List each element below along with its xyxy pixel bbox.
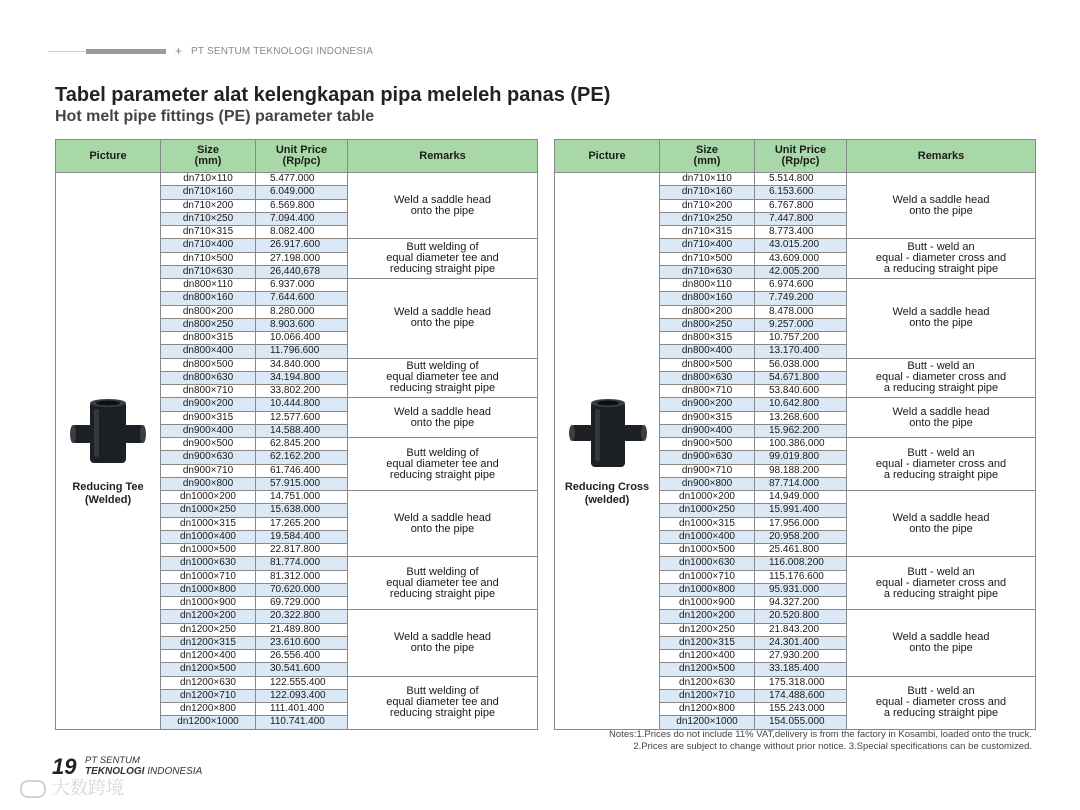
size-cell: dn1200×200 — [660, 610, 755, 623]
price-cell: 8.478.000 — [755, 305, 847, 318]
size-cell: dn800×200 — [660, 305, 755, 318]
size-cell: dn1000×250 — [161, 504, 256, 517]
size-cell: dn800×315 — [161, 332, 256, 345]
header-company-name: PT SENTUM TEKNOLOGI INDONESIA — [191, 46, 374, 57]
header-bar — [86, 49, 166, 54]
table-row — [56, 173, 538, 186]
header-remarks: Remarks — [348, 140, 538, 173]
size-cell: dn1000×900 — [660, 597, 755, 610]
header-size — [161, 140, 256, 173]
price-cell: 20.322.800 — [256, 610, 348, 623]
price-cell: 122.555.400 — [256, 676, 348, 689]
remark-cell — [348, 610, 538, 676]
page-subtitle: Hot melt pipe fittings (PE) parameter table — [55, 108, 375, 125]
size-cell: dn1000×800 — [161, 583, 256, 596]
size-cell: dn1200×710 — [660, 689, 755, 702]
remark-cell — [348, 173, 538, 239]
size-cell: dn900×500 — [660, 438, 755, 451]
remark-cell — [847, 491, 1036, 557]
size-cell: dn1200×630 — [660, 676, 755, 689]
price-notes — [609, 729, 1032, 753]
price-cell: 30.541.600 — [256, 663, 348, 676]
price-cell: 23.610.600 — [256, 636, 348, 649]
size-cell: dn1200×800 — [660, 703, 755, 716]
remark-line: equal - diameter cross and — [875, 371, 1007, 384]
notes-line-1: Notes:1.Prices do not include 11% VAT,delivery is from the factory in Kosambi, loaded onto the truck. — [609, 729, 1032, 740]
remark-line: equal - diameter cross and — [875, 576, 1007, 589]
remark-line: Weld a saddle head — [393, 511, 492, 524]
price-cell: 54.671.800 — [755, 371, 847, 384]
size-cell: dn710×250 — [660, 212, 755, 225]
size-cell: dn1000×800 — [660, 583, 755, 596]
remark-cell — [348, 398, 538, 438]
header-size-line1: Size — [196, 144, 219, 156]
size-cell: dn710×500 — [161, 252, 256, 265]
remark-line: Weld a saddle head — [393, 405, 492, 418]
price-cell: 87.714.000 — [755, 477, 847, 490]
price-cell: 81.774.000 — [256, 557, 348, 570]
size-cell: dn800×250 — [161, 318, 256, 331]
size-cell: dn1200×315 — [161, 636, 256, 649]
size-cell: dn710×200 — [161, 199, 256, 212]
remark-line: equal - diameter cross and — [875, 252, 1007, 265]
price-cell: 6.767.800 — [755, 199, 847, 212]
notes-line-2: 2.Prices are subject to change without prior notice. 3.Special specifications can be customized. — [633, 741, 1032, 752]
size-cell: dn1000×200 — [660, 491, 755, 504]
remark-cell — [348, 676, 538, 729]
remark-line: Butt welding of — [406, 565, 479, 578]
size-cell: dn710×250 — [161, 212, 256, 225]
header-price-line2: (Rp/pc) — [282, 155, 321, 167]
price-cell: 53.840.600 — [755, 385, 847, 398]
table-header-row — [555, 140, 1036, 173]
price-cell: 100.386.000 — [755, 438, 847, 451]
size-cell: dn1200×250 — [660, 623, 755, 636]
price-cell: 17.956.000 — [755, 517, 847, 530]
remark-line: Butt welding of — [406, 241, 479, 254]
price-cell: 94.327.200 — [755, 597, 847, 610]
price-cell: 61.746.400 — [256, 464, 348, 477]
price-cell: 21.843.200 — [755, 623, 847, 636]
remark-line: onto the pipe — [410, 522, 475, 535]
page-title: Tabel parameter alat kelengkapan pipa meleleh panas (PE) — [55, 84, 611, 106]
remark-line: Weld a saddle head — [393, 630, 492, 643]
price-cell: 13.268.600 — [755, 411, 847, 424]
price-cell: 6.049.000 — [256, 186, 348, 199]
size-cell: dn900×400 — [660, 424, 755, 437]
remark-line: equal diameter tee and — [386, 457, 499, 470]
price-cell: 110.741.400 — [256, 716, 348, 729]
remark-line: reducing straight pipe — [389, 382, 496, 395]
remark-line: a reducing straight pipe — [883, 382, 999, 395]
size-cell: dn900×315 — [161, 411, 256, 424]
price-cell: 14.751.000 — [256, 491, 348, 504]
price-cell: 111.401.400 — [256, 703, 348, 716]
size-cell: dn1200×1000 — [161, 716, 256, 729]
price-cell: 12.577.600 — [256, 411, 348, 424]
size-cell: dn1000×630 — [161, 557, 256, 570]
price-cell: 8.082.400 — [256, 226, 348, 239]
size-cell: dn1000×900 — [161, 597, 256, 610]
size-cell: dn710×160 — [161, 186, 256, 199]
size-cell: dn800×500 — [660, 358, 755, 371]
size-cell: dn710×400 — [660, 239, 755, 252]
size-cell: dn1200×500 — [161, 663, 256, 676]
price-cell: 5.477.000 — [256, 173, 348, 186]
size-cell: dn800×160 — [660, 292, 755, 305]
remark-line: Weld a saddle head — [393, 306, 492, 319]
watermark — [20, 774, 124, 800]
price-cell: 154.055.000 — [755, 716, 847, 729]
remark-line: onto the pipe — [909, 416, 973, 429]
remark-cell — [348, 438, 538, 491]
size-cell: dn900×800 — [660, 477, 755, 490]
price-cell: 43.609.000 — [755, 252, 847, 265]
remark-line: onto the pipe — [909, 522, 973, 535]
size-cell: dn1200×1000 — [660, 716, 755, 729]
price-cell: 26.917.600 — [256, 239, 348, 252]
remark-cell — [847, 279, 1036, 359]
remark-line: onto the pipe — [909, 317, 973, 330]
remark-line: Butt - weld an — [907, 565, 975, 578]
remark-line: reducing straight pipe — [389, 587, 496, 600]
remark-cell — [847, 398, 1036, 438]
remark-cell — [348, 358, 538, 398]
price-cell: 175.318.000 — [755, 676, 847, 689]
price-cell: 27.198.000 — [256, 252, 348, 265]
size-cell: dn900×710 — [161, 464, 256, 477]
size-cell: dn1200×200 — [161, 610, 256, 623]
size-cell: dn1000×710 — [161, 570, 256, 583]
remark-line: equal - diameter cross and — [875, 696, 1007, 708]
size-cell: dn1000×500 — [161, 544, 256, 557]
remark-cell — [847, 438, 1036, 491]
price-cell: 34.194.800 — [256, 371, 348, 384]
remark-line: Weld a saddle head — [393, 193, 492, 206]
price-cell: 15.962.200 — [755, 424, 847, 437]
price-cell: 9.257.000 — [755, 318, 847, 331]
size-cell: dn1200×250 — [161, 623, 256, 636]
price-cell: 26,440,678 — [256, 265, 348, 278]
size-cell: dn900×200 — [660, 398, 755, 411]
price-cell: 62.162.200 — [256, 451, 348, 464]
remark-cell — [847, 358, 1036, 398]
watermark-logo-icon — [20, 780, 46, 798]
size-cell: dn1000×400 — [161, 530, 256, 543]
size-cell: dn710×110 — [660, 173, 755, 186]
size-cell: dn1000×500 — [660, 544, 755, 557]
price-cell: 13.170.400 — [755, 345, 847, 358]
size-cell: dn800×110 — [660, 279, 755, 292]
size-cell: dn1200×710 — [161, 689, 256, 702]
price-cell: 22.817.800 — [256, 544, 348, 557]
size-cell: dn1200×400 — [161, 650, 256, 663]
remark-line: equal diameter tee and — [386, 371, 499, 384]
fitting-name: Reducing Cross — [564, 480, 650, 493]
page-number: 19 — [52, 754, 77, 779]
price-cell: 34.840.000 — [256, 358, 348, 371]
price-cell: 7.094.400 — [256, 212, 348, 225]
price-cell: 116.008.200 — [755, 557, 847, 570]
price-cell: 14.949.000 — [755, 491, 847, 504]
remark-cell — [847, 676, 1036, 729]
fitting-name: Reducing Tee — [72, 480, 144, 493]
size-cell: dn800×200 — [161, 305, 256, 318]
reducing-tee-icon — [56, 395, 160, 475]
price-cell: 95.931.000 — [755, 583, 847, 596]
size-cell: dn1000×400 — [660, 530, 755, 543]
size-cell: dn710×160 — [660, 186, 755, 199]
price-cell: 11.796.600 — [256, 345, 348, 358]
remark-cell — [847, 557, 1036, 610]
size-cell: dn1000×315 — [161, 517, 256, 530]
size-cell: dn800×630 — [660, 371, 755, 384]
remark-line: Weld a saddle head — [892, 630, 990, 643]
price-cell: 20.520.800 — [755, 610, 847, 623]
size-cell: dn1200×500 — [660, 663, 755, 676]
header-picture: Picture — [555, 140, 660, 173]
price-cell: 26.556.400 — [256, 650, 348, 663]
price-cell: 57.915.000 — [256, 477, 348, 490]
header-picture: Picture — [56, 140, 161, 173]
reducing-cross-icon — [555, 395, 659, 475]
size-cell: dn710×400 — [161, 239, 256, 252]
remark-cell — [348, 239, 538, 279]
remark-line: onto the pipe — [909, 204, 973, 217]
price-cell: 7.749.200 — [755, 292, 847, 305]
price-cell: 7.447.800 — [755, 212, 847, 225]
remark-cell — [348, 491, 538, 557]
price-cell: 24.301.400 — [755, 636, 847, 649]
size-cell: dn710×630 — [161, 265, 256, 278]
fitting-picture-cell — [56, 173, 161, 730]
price-cell: 81.312.000 — [256, 570, 348, 583]
fitting-picture-cell — [555, 173, 660, 730]
price-cell: 43.015.200 — [755, 239, 847, 252]
size-cell: dn800×400 — [660, 345, 755, 358]
footer-company-line-1: PT SENTUM — [85, 755, 140, 766]
price-cell: 15.638.000 — [256, 504, 348, 517]
remark-line: a reducing straight pipe — [883, 468, 999, 481]
price-cell: 5.514.800 — [755, 173, 847, 186]
remark-line: Weld a saddle head — [892, 405, 990, 418]
fitting-name-suffix: (Welded) — [84, 493, 132, 506]
remark-line: Weld a saddle head — [892, 193, 990, 206]
size-cell: dn800×315 — [660, 332, 755, 345]
remark-line: reducing straight pipe — [389, 263, 496, 276]
size-cell: dn800×710 — [161, 385, 256, 398]
size-cell: dn1200×315 — [660, 636, 755, 649]
size-cell: dn1000×315 — [660, 517, 755, 530]
price-cell: 33.185.400 — [755, 663, 847, 676]
price-cell: 17.265.200 — [256, 517, 348, 530]
header-plus-icon: + — [175, 44, 183, 58]
size-cell: dn710×500 — [660, 252, 755, 265]
size-cell: dn710×630 — [660, 265, 755, 278]
price-cell: 8.773.400 — [755, 226, 847, 239]
size-cell: dn900×630 — [161, 451, 256, 464]
remark-line: Butt welding of — [406, 446, 479, 459]
price-cell: 19.584.400 — [256, 530, 348, 543]
header-size-line1: Size — [695, 144, 718, 156]
size-cell: dn800×710 — [660, 385, 755, 398]
remark-line: onto the pipe — [909, 641, 973, 654]
price-cell: 6.974.600 — [755, 279, 847, 292]
fitting-name-suffix: (welded) — [584, 493, 630, 506]
price-cell: 6.153.600 — [755, 186, 847, 199]
remark-cell — [847, 610, 1036, 676]
size-cell: dn900×400 — [161, 424, 256, 437]
remark-line: a reducing straight pipe — [883, 707, 999, 719]
price-cell: 70.620.000 — [256, 583, 348, 596]
size-cell: dn900×315 — [660, 411, 755, 424]
price-cell: 15.991.400 — [755, 504, 847, 517]
table-row — [555, 173, 1036, 186]
header-price-line2: (Rp/pc) — [781, 155, 820, 167]
remark-cell — [348, 557, 538, 610]
price-cell: 8.903.600 — [256, 318, 348, 331]
remark-line: Weld a saddle head — [892, 511, 990, 524]
remark-line: Weld a saddle head — [892, 306, 990, 319]
price-cell: 8.280.000 — [256, 305, 348, 318]
table-header-row — [56, 140, 538, 173]
remark-line: a reducing straight pipe — [883, 263, 999, 276]
header-size-line2: (mm) — [194, 155, 222, 167]
watermark-text: 大数跨境 — [52, 778, 124, 799]
size-cell: dn800×400 — [161, 345, 256, 358]
size-cell: dn900×710 — [660, 464, 755, 477]
size-cell: dn710×315 — [660, 226, 755, 239]
size-cell: dn900×630 — [660, 451, 755, 464]
price-cell: 10.757.200 — [755, 332, 847, 345]
remark-line: onto the pipe — [410, 416, 475, 429]
reducing-tee-table — [55, 139, 538, 730]
size-cell: dn1200×400 — [660, 650, 755, 663]
size-cell: dn710×315 — [161, 226, 256, 239]
remark-line: Butt - weld an — [907, 446, 975, 459]
size-cell: dn800×630 — [161, 371, 256, 384]
header-remarks: Remarks — [847, 140, 1036, 173]
size-cell: dn1000×200 — [161, 491, 256, 504]
price-cell: 6.569.800 — [256, 199, 348, 212]
size-cell: dn1200×800 — [161, 703, 256, 716]
size-cell: dn1200×630 — [161, 676, 256, 689]
price-cell: 10.642.800 — [755, 398, 847, 411]
price-cell: 21.489.800 — [256, 623, 348, 636]
footer-company-bold: TEKNOLOGI — [85, 766, 145, 777]
price-cell: 115.176.600 — [755, 570, 847, 583]
remark-line: Butt welding of — [406, 685, 479, 697]
header-price — [256, 140, 348, 173]
size-cell: dn900×500 — [161, 438, 256, 451]
price-cell: 62.845.200 — [256, 438, 348, 451]
price-cell: 7.644.600 — [256, 292, 348, 305]
size-cell: dn800×160 — [161, 292, 256, 305]
remark-cell — [847, 173, 1036, 239]
header-price — [755, 140, 847, 173]
price-cell: 122.093.400 — [256, 689, 348, 702]
price-cell: 174.488.600 — [755, 689, 847, 702]
size-cell: dn1000×250 — [660, 504, 755, 517]
price-cell: 10.444.800 — [256, 398, 348, 411]
remark-line: a reducing straight pipe — [883, 587, 999, 600]
price-cell: 155.243.000 — [755, 703, 847, 716]
header-price-line1: Unit Price — [275, 144, 328, 156]
remark-cell — [348, 279, 538, 359]
footer-company-light: INDONESIA — [147, 766, 203, 777]
size-cell: dn710×110 — [161, 173, 256, 186]
header-size — [660, 140, 755, 173]
price-cell: 25.461.800 — [755, 544, 847, 557]
remark-line: equal diameter tee and — [386, 576, 499, 589]
remark-line: reducing straight pipe — [389, 468, 496, 481]
size-cell: dn800×500 — [161, 358, 256, 371]
remark-line: equal - diameter cross and — [875, 457, 1007, 470]
price-cell: 69.729.000 — [256, 597, 348, 610]
remark-line: onto the pipe — [410, 641, 475, 654]
remark-line: Butt - weld an — [907, 685, 975, 697]
remark-line: equal diameter tee and — [386, 696, 499, 708]
price-cell: 14.588.400 — [256, 424, 348, 437]
price-cell: 42.005.200 — [755, 265, 847, 278]
price-cell: 27.930.200 — [755, 650, 847, 663]
size-cell: dn800×250 — [660, 318, 755, 331]
size-cell: dn1000×710 — [660, 570, 755, 583]
remark-line: onto the pipe — [410, 317, 475, 330]
header-rule — [48, 51, 86, 52]
remark-line: Butt welding of — [406, 360, 479, 373]
price-cell: 99.019.800 — [755, 451, 847, 464]
size-cell: dn900×200 — [161, 398, 256, 411]
size-cell: dn710×200 — [660, 199, 755, 212]
price-cell: 6.937.000 — [256, 279, 348, 292]
size-cell: dn800×110 — [161, 279, 256, 292]
remark-line: equal diameter tee and — [386, 252, 499, 265]
remark-line: reducing straight pipe — [389, 707, 496, 719]
remark-line: Butt - weld an — [907, 241, 975, 254]
size-cell: dn900×800 — [161, 477, 256, 490]
price-cell: 10.066.400 — [256, 332, 348, 345]
price-cell: 33.802.200 — [256, 385, 348, 398]
price-cell: 56.038.000 — [755, 358, 847, 371]
price-cell: 20.958.200 — [755, 530, 847, 543]
header-price-line1: Unit Price — [774, 144, 827, 156]
price-cell: 98.188.200 — [755, 464, 847, 477]
remark-cell — [847, 239, 1036, 279]
remark-line: onto the pipe — [410, 204, 475, 217]
size-cell: dn1000×630 — [660, 557, 755, 570]
remark-line: Butt - weld an — [907, 360, 975, 373]
header-size-line2: (mm) — [693, 155, 721, 167]
reducing-cross-table — [554, 139, 1036, 730]
